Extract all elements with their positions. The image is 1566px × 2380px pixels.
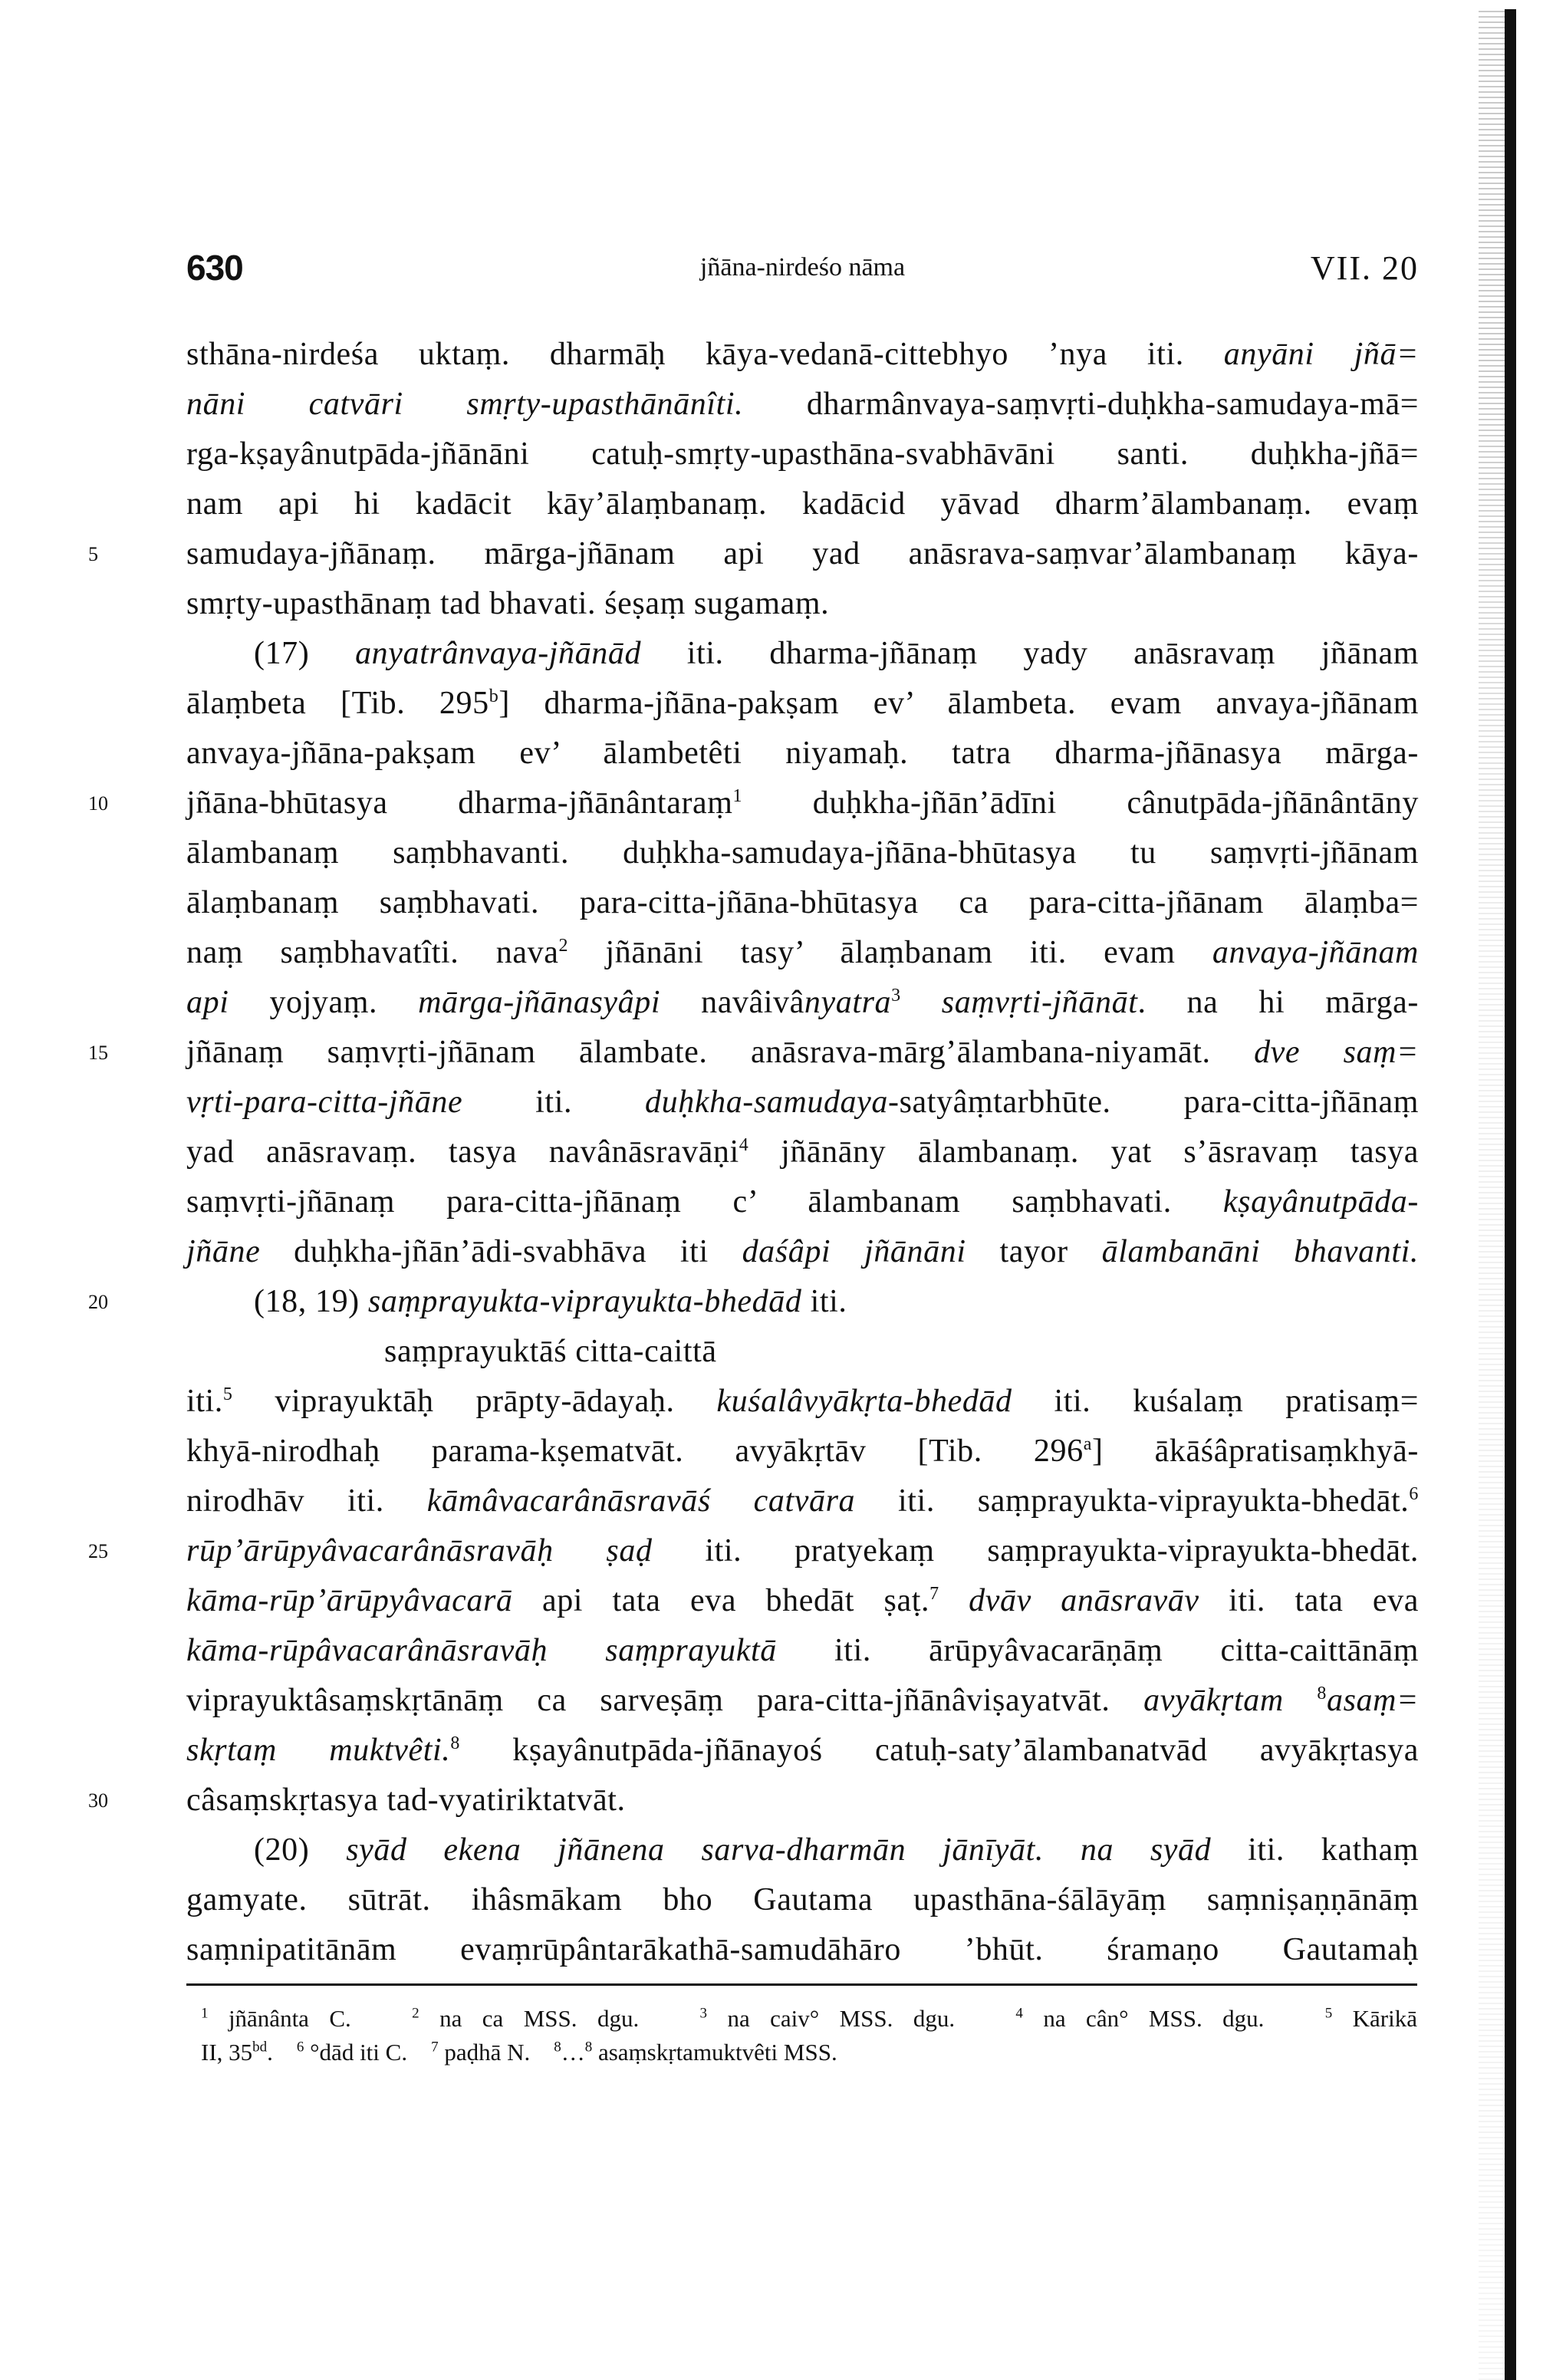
footnote-marker: 4	[1015, 2005, 1023, 2022]
text-run: iti. kathaṃ	[1211, 1832, 1420, 1868]
text-run: duḥkha-jñān’ādi-svabhāva iti	[260, 1234, 742, 1269]
text-line	[186, 878, 1419, 928]
text-line	[186, 579, 1419, 629]
text-run: paḍhā N.	[438, 2039, 554, 2066]
italic-text: asaṃ=	[1326, 1683, 1419, 1718]
text-run: .	[267, 2039, 297, 2066]
line-number: 25	[88, 1540, 108, 1562]
text-run: saṃprayuktāś citta-caittā	[384, 1334, 717, 1369]
text-line	[186, 828, 1419, 878]
main-text	[88, 330, 1420, 1975]
text-run: samudaya-jñānaṃ. mārga-jñānam api yad anāsrava-saṃvar’ālambanaṃ kāya-	[186, 536, 1419, 571]
text-line	[186, 1726, 1419, 1776]
text-run: Kārikā	[1332, 2005, 1417, 2032]
footnote-marker: 6	[296, 2039, 304, 2056]
text-run: iti. kuśalaṃ pratisaṃ=	[1012, 1384, 1419, 1419]
text-run: na caiv° MSS. dgu.	[707, 2005, 1016, 2032]
text-line	[186, 430, 1419, 479]
text-run: iti. pratyekaṃ saṃprayukta-viprayukta-bhedāt.	[652, 1533, 1420, 1569]
text-line	[88, 1776, 1419, 1825]
italic-text: nāni catvāri smṛty-upasthānānîti.	[186, 387, 744, 422]
footnote-marker: 6	[1409, 1484, 1419, 1504]
italic-text: jñāne	[186, 1234, 261, 1269]
text-run: (20)	[254, 1832, 347, 1868]
footnote-marker: b	[489, 686, 499, 706]
text-run: iti.	[801, 1284, 847, 1319]
italic-text: skṛtaṃ muktvêti.	[186, 1733, 451, 1768]
footnote-marker: 7	[929, 1584, 939, 1604]
text-line	[186, 1127, 1419, 1177]
text-run: ālaṃbeta [Tib. 295	[186, 686, 489, 721]
italic-text: avyākṛtam	[1143, 1683, 1318, 1718]
italic-text: kṣayânutpāda-	[1222, 1184, 1419, 1220]
text-line	[186, 380, 1419, 430]
text-run: saṃnipatitānām evaṃrūpântarākathā-samudāhāro ’bhūt. śramaṇo Gautamaḥ	[186, 1932, 1419, 1967]
footnote-line	[201, 2036, 1417, 2069]
text-run: . na hi mārga-	[1137, 985, 1419, 1020]
line-number: 5	[88, 543, 98, 565]
text-run	[1044, 1832, 1081, 1868]
line-number: 30	[88, 1789, 108, 1812]
text-line	[186, 1925, 1419, 1975]
running-title: jñāna-nirdeśo nāma	[699, 253, 906, 281]
footnote-marker: 5	[1324, 2005, 1333, 2022]
text-run: jñānaṃ saṃvṛti-jñānam ālambate. anāsrava-mārg’ālambana-niyamāt.	[186, 1035, 1255, 1070]
line-number: 15	[88, 1042, 108, 1064]
italic-text: na syād	[1080, 1832, 1212, 1868]
text-run: iti. ārūpyâvacarāṇāṃ citta-caittānāṃ	[776, 1633, 1419, 1668]
text-line	[186, 1476, 1419, 1526]
italic-text: kāma-rūpâvacarânāsravāḥ saṃprayuktā	[186, 1633, 777, 1668]
text-line	[88, 1526, 1420, 1576]
text-run	[901, 985, 942, 1020]
text-run: duḥkha-jñān’ādīni cânutpāda-jñānântāny	[742, 785, 1419, 821]
text-line	[186, 679, 1419, 729]
text-run: iti.	[186, 1384, 223, 1419]
text-run: ālaṃbanaṃ saṃbhavati. para-citta-jñāna-bhūtasya ca para-citta-jñānam ālaṃba=	[186, 885, 1419, 920]
italic-text: daśâpi jñānāni	[742, 1234, 966, 1269]
text-run: jñānāni tasy’ ālaṃbanam iti. evam	[568, 935, 1212, 970]
text-line	[186, 1576, 1419, 1626]
text-line	[186, 1377, 1419, 1427]
section-reference: VII. 20	[1310, 249, 1419, 287]
text-line	[186, 1327, 1419, 1377]
italic-text: nyatra	[804, 985, 892, 1020]
text-run: iti.	[462, 1085, 646, 1120]
text-line	[186, 1227, 1419, 1277]
footnote-marker: 3	[699, 2005, 708, 2022]
text-run: II, 35	[201, 2039, 253, 2066]
footnote-marker: 3	[891, 986, 901, 1006]
text-run: -satyâṃtarbhūte. para-citta-jñānaṃ	[888, 1085, 1419, 1120]
footnote-marker: 2	[558, 936, 569, 956]
text-line	[186, 1427, 1419, 1476]
footnote-marker: 5	[222, 1384, 233, 1404]
text-run: (17)	[254, 636, 356, 671]
text-run: jñāna-bhūtasya dharma-jñānântaraṃ	[186, 785, 733, 821]
italic-text: saṃprayukta-viprayukta-bhedād	[367, 1284, 802, 1319]
italic-text: kāma-rūp’ārūpyâvacarā	[186, 1583, 513, 1618]
footnote-line	[201, 2002, 1417, 2036]
text-line	[186, 1676, 1419, 1726]
text-line	[186, 729, 1419, 779]
footnote-marker: 1	[732, 786, 743, 806]
italic-text: duḥkha-samudaya	[645, 1085, 888, 1120]
italic-text: dvāv anāsravāv	[969, 1583, 1199, 1618]
text-line	[186, 978, 1419, 1028]
text-run: iti. saṃprayukta-viprayukta-bhedāt.	[855, 1483, 1410, 1519]
text-line	[186, 330, 1419, 380]
text-line	[88, 779, 1419, 828]
scan-page-edge	[1505, 9, 1516, 2380]
text-line	[88, 1028, 1419, 1078]
text-line	[186, 1177, 1419, 1227]
italic-text: anyāni jñā=	[1223, 337, 1419, 372]
text-run: saṃvṛti-jñānaṃ para-citta-jñānaṃ c’ ālambanam saṃbhavati.	[186, 1184, 1223, 1220]
text-run: rga-kṣayânutpāda-jñānāni catuḥ-smṛty-upasthāna-svabhāvāni santi. duḥkha-jñā=	[186, 436, 1419, 472]
text-run: dharmânvaya-saṃvṛti-duḥkha-samudaya-mā=	[743, 387, 1419, 422]
line-number: 10	[88, 792, 108, 815]
footnote-marker: bd	[252, 2039, 268, 2056]
text-run: nam api hi kadācit kāy’ālaṃbanaṃ. kadācid yāvad dharm’ālambanaṃ. evaṃ	[186, 486, 1419, 522]
text-line	[186, 928, 1419, 978]
text-run: kṣayânutpāda-jñānayoś catuḥ-saty’ālambanatvād avyākṛtasya	[459, 1733, 1419, 1768]
footnote-marker: 4	[739, 1135, 749, 1155]
italic-text: anyatrânvaya-jñānād	[355, 636, 642, 671]
text-run: iti. dharma-jñānaṃ yady anāsravaṃ jñānam	[641, 636, 1419, 671]
italic-text: vṛti-para-citta-jñāne	[186, 1085, 463, 1120]
text-run: khyā-nirodhaḥ parama-kṣematvāt. avyākṛtāv [Tib. 296	[186, 1434, 1084, 1469]
text-run: na ca MSS. dgu.	[419, 2005, 700, 2032]
text-run: (18, 19)	[254, 1284, 368, 1319]
italic-text: ālambanāni bhavanti.	[1101, 1234, 1420, 1269]
text-run: ] ākāśâpratisaṃkhyā-	[1092, 1434, 1419, 1469]
text-run: viprayuktâsaṃskṛtānāṃ ca sarveṣāṃ para-citta-jñānâviṣayatvāt.	[186, 1683, 1144, 1718]
running-header	[186, 247, 1419, 293]
italic-text: dve saṃ=	[1254, 1035, 1419, 1070]
scan-binding-shadow	[1479, 9, 1505, 2380]
footnotes	[201, 2002, 1417, 2069]
text-run: na cân° MSS. dgu.	[1022, 2005, 1325, 2032]
italic-text: kāmâvacarânāsravāś catvāra	[426, 1483, 856, 1519]
text-run: navâivâ	[660, 985, 804, 1020]
text-line	[186, 629, 1419, 679]
text-run: …	[561, 2039, 585, 2066]
italic-text: mārga-jñānasyâpi	[418, 985, 661, 1020]
italic-text: saṃvṛti-jñānāt	[941, 985, 1138, 1020]
text-line	[186, 1078, 1419, 1127]
italic-text: rūp’ārūpyâvacarânāsravāḥ ṣaḍ	[186, 1533, 653, 1569]
footnote-marker: 2	[412, 2005, 419, 2022]
text-line	[186, 1825, 1419, 1875]
footnote-marker: 1	[201, 2005, 209, 2022]
line-number: 20	[88, 1291, 108, 1313]
text-run: jñānāny ālambanaṃ. yat s’āsravaṃ tasya	[748, 1134, 1419, 1170]
footnote-rule	[186, 1983, 1417, 1986]
italic-text: api	[186, 985, 229, 1020]
text-run: iti. tata eva	[1199, 1583, 1420, 1618]
text-run: asaṃskṛtamuktvêti MSS.	[592, 2039, 837, 2066]
text-run: jñānânta C.	[208, 2005, 413, 2032]
italic-text: anvaya-jñānam	[1212, 935, 1419, 970]
text-run: viprayuktāḥ prāpty-ādayaḥ.	[232, 1384, 717, 1419]
text-run: ālambanaṃ saṃbhavanti. duḥkha-samudaya-jñāna-bhūtasya tu saṃvṛti-jñānam	[186, 835, 1419, 871]
text-run: gamyate. sūtrāt. ihâsmākam bho Gautama upasthāna-śālāyāṃ saṃniṣaṇṇānāṃ	[186, 1882, 1419, 1917]
italic-text: kuśalâvyākṛta-bhedād	[716, 1384, 1012, 1419]
text-run	[939, 1583, 969, 1618]
italic-text: syād ekena jñānena sarva-dharmān jānīyāt.	[346, 1832, 1045, 1868]
text-line	[88, 1277, 1419, 1327]
text-run: smṛty-upasthānaṃ tad bhavati. śeṣaṃ sugamaṃ.	[186, 586, 830, 621]
page-number: 630	[186, 248, 243, 288]
text-run: tayor	[966, 1234, 1102, 1269]
text-run: naṃ saṃbhavatîti. nava	[186, 935, 559, 970]
footnote-marker: 8	[1317, 1684, 1327, 1704]
footnote-marker: 7	[431, 2039, 439, 2056]
text-run: yojyaṃ.	[229, 985, 419, 1020]
text-line	[186, 1875, 1419, 1925]
text-line	[88, 529, 1419, 579]
footnote-marker: a	[1083, 1434, 1092, 1454]
text-run: nirodhāv iti.	[186, 1483, 427, 1519]
text-run: câsaṃskṛtasya tad-vyatiriktatvāt.	[186, 1783, 626, 1818]
text-run: °dād iti C.	[304, 2039, 432, 2066]
footnote-marker: 8	[450, 1733, 460, 1753]
text-run: api tata eva bhedāt ṣaṭ.	[512, 1583, 930, 1618]
text-line	[186, 479, 1419, 529]
footnote-marker: 8	[554, 2039, 561, 2056]
text-line	[186, 1626, 1419, 1676]
text-run: yad anāsravaṃ. tasya navânāsravāṇi	[186, 1134, 739, 1170]
text-run: anvaya-jñāna-pakṣam ev’ ālambetêti niyamaḥ. tatra dharma-jñānasya mārga-	[186, 736, 1419, 771]
footnote-marker: 8	[584, 2039, 593, 2056]
text-run: ] dharma-jñāna-pakṣam ev’ ālambeta. evam anvaya-jñānam	[498, 686, 1419, 721]
text-run: sthāna-nirdeśa uktaṃ. dharmāḥ kāya-vedanā-cittebhyo ’nya iti.	[186, 337, 1224, 372]
